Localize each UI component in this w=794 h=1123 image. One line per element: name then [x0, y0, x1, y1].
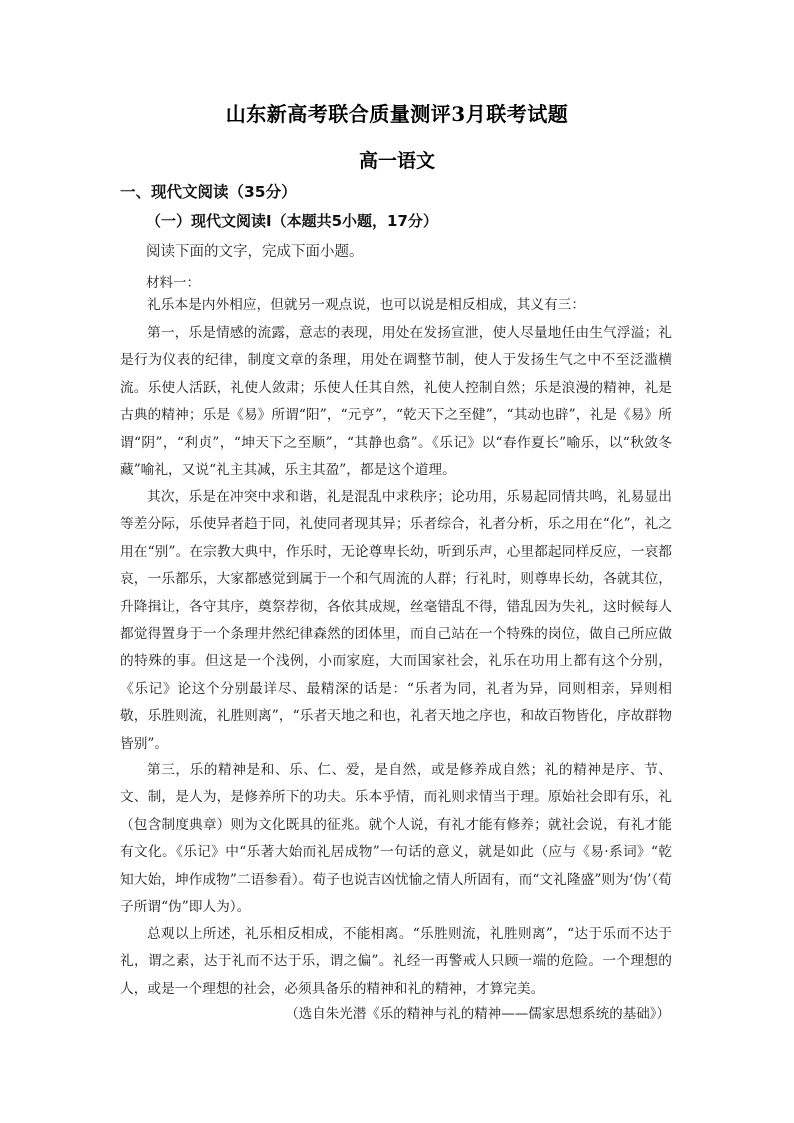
reading-instruction: 阅读下面的文字，完成下面小题。 — [146, 244, 364, 260]
passage-paragraph-3: 其次，乐是在冲突中求和谐，礼是混乱中求秩序；论功用，乐易起同情共鸣，礼易显出等差分际，乐使异者趋于同，礼使同者现其异；乐者综合，礼者分析，乐之用在“化”，礼之用在“别”。在宗教大典中，作乐时，无论尊卑长幼，听到乐声，心里都起同样反应，一哀都哀，一乐都乐，大家都感觉到属于一个和气周流的人群；行礼时，则尊卑长幼，各就其位，升降揖让，各守其序，奠祭荐彻，各依其成规，丝毫错乱不得，错乱因为失礼，这时候每人都觉得置身于一个条理井然纪律森然的团体里，而自己站在一个特殊的岗位，做自己所应做的特殊的事。但这是一个浅例，小而家庭，大而国家社会，礼乐在功用上都有这个分别，《乐记》论这个分别最详尽、最精深的话是：“乐者为同，礼者为异，同则相亲，异则相敬，乐胜则流，礼胜则离”，“乐者天地之和也，礼者天地之序也，和故百物皆化，序故群物皆别”。 — [120, 489, 672, 752]
exam-title: 山东新高考联合质量测评3月联考试题 — [225, 102, 569, 126]
passage-paragraph-2: 第一，乐是情感的流露，意志的表现，用处在发扬宣泄，使人尽量地任由生气浮溢；礼是行为仪表的纪律，制度文章的条理，用处在调整节制，使人于发扬生气之中不至泛滥横流。乐使人活跃，礼使人敛肃；乐使人任其自然，礼使人控制自然；乐是浪漫的精神，礼是古典的精神；乐是《易》所谓“阳”，“元亨”，“乾天下之至健”，“其动也辟”，礼是《易》所谓“阴”，“利贞”，“坤天下之至顺”，“其静也翕”。《乐记》以“春作夏长”喻乐，以“秋敛冬藏”喻礼，又说“礼主其减，乐主其盈”，都是这个道理。 — [120, 325, 672, 479]
passage-source: （选自朱光潜《乐的精神与礼的精神——儒家思想系统的基础》） — [285, 1006, 670, 1022]
subject-title: 高一语文 — [358, 150, 435, 172]
material-label: 材料一： — [146, 275, 200, 291]
passage-paragraph-4: 第三，乐的精神是和、乐、仁、爱，是自然，或是修养成自然；礼的精神是序、节、文、制，是人为，是修养所下的功夫。乐本乎情，而礼则求情当于理。原始社会即有乐，礼（包含制度典章）则为文化既具的征兆。就个人说，有礼才能有修养；就社会说，有礼才能有文化。《乐记》中“乐著大始而礼居成物”一句话的意义，就是如此（应与《易·系词》“乾知大始，坤作成物”二语参看）。荀子也说吉凶忧愉之情人所固有，而“文礼隆盛”则为‘伪’（荀子所谓“伪”即人为）。 — [120, 762, 672, 916]
passage-paragraph-5: 总观以上所述，礼乐相反相成，不能相离。“乐胜则流，礼胜则离”，“达于乐而不达于礼，谓之素，达于礼而不达于乐，谓之偏”。礼经一再警戒人只顾一端的危险。一个理想的人，或是一个理想的社会，必须具备乐的精神和礼的精神，才算完美。 — [120, 926, 672, 997]
section-subheading: （一）现代文阅读Ⅰ（本题共5小题，17分） — [146, 212, 438, 230]
passage-paragraph-1: 礼乐本是内外相应，但就另一观点说，也可以说是相反相成，其义有三： — [147, 297, 586, 313]
section-heading: 一、现代文阅读（35分） — [120, 183, 297, 201]
